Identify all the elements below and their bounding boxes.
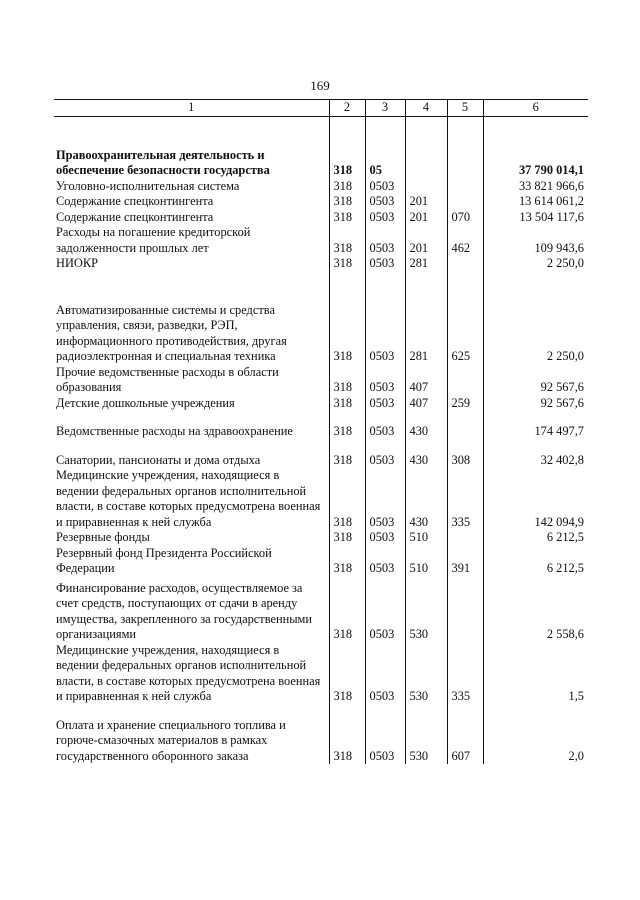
row-code-4: 430	[405, 468, 447, 530]
budget-table	[54, 99, 588, 764]
row-code-3: 0503	[365, 210, 405, 226]
row-code-4: 407	[405, 396, 447, 412]
row-code-2: 318	[329, 225, 365, 256]
row-amount: 13 614 061,2	[483, 194, 588, 210]
table-row	[54, 577, 588, 643]
row-code-5: 625	[447, 272, 483, 365]
row-name: Резервные фонды	[56, 530, 150, 544]
row-code-2: 318	[329, 577, 365, 643]
row-code-5	[447, 194, 483, 210]
row-code-4: 407	[405, 365, 447, 396]
row-code-4: 281	[405, 272, 447, 365]
row-code-3: 0503	[365, 705, 405, 765]
table-row	[54, 194, 588, 210]
row-code-5	[447, 577, 483, 643]
header-row	[54, 100, 588, 117]
row-code-2: 318	[329, 272, 365, 365]
row-name: Автоматизированные системы и средства управления, связи, разведки, РЭП, информационного противодействия, другая радиоэлектронная и специальная техника	[56, 302, 287, 363]
row-name: Резервный фонд Президента Российской Федерации	[56, 545, 272, 575]
row-code-5: 607	[447, 705, 483, 765]
row-code-2: 318	[329, 643, 365, 705]
row-code-2: 318	[329, 194, 365, 210]
row-code-5	[447, 530, 483, 546]
row-code-5	[447, 116, 483, 179]
row-name: НИОКР	[56, 256, 98, 270]
row-amount: 6 212,5	[483, 530, 588, 546]
row-code-3: 0503	[365, 256, 405, 272]
header-col-2: 2	[329, 100, 365, 117]
row-code-3: 0503	[365, 468, 405, 530]
row-amount: 2,0	[483, 705, 588, 765]
row-name: Медицинские учреждения, находящиеся в ведении федеральных органов исполнительной власти, в составе которых предусмотрена военная и приравненная к ней служба	[56, 642, 321, 703]
header-col-5: 5	[447, 100, 483, 117]
row-code-2: 318	[329, 179, 365, 195]
row-amount: 13 504 117,6	[483, 210, 588, 226]
row-code-2: 318	[329, 468, 365, 530]
row-code-5: 308	[447, 440, 483, 469]
table-row	[54, 225, 588, 256]
row-amount: 92 567,6	[483, 396, 588, 412]
row-name: Медицинские учреждения, находящиеся в ведении федеральных органов исполнительной власти, в составе которых предусмотрена военная и приравненная к ней служба	[56, 468, 321, 529]
row-code-2: 318	[329, 396, 365, 412]
row-code-3: 0503	[365, 272, 405, 365]
row-code-4: 281	[405, 256, 447, 272]
row-code-3: 0503	[365, 643, 405, 705]
table-row	[54, 210, 588, 226]
row-code-3: 0503	[365, 577, 405, 643]
row-code-2: 318	[329, 411, 365, 440]
row-amount: 174 497,7	[483, 411, 588, 440]
row-code-3: 0503	[365, 440, 405, 469]
row-name: Санатории, пансионаты и дома отдыха	[56, 452, 261, 467]
row-code-4: 201	[405, 210, 447, 226]
table-header	[54, 100, 588, 117]
row-code-4: 530	[405, 577, 447, 643]
row-code-4: 201	[405, 194, 447, 210]
row-name: Ведомственные расходы на здравоохранение	[56, 424, 293, 438]
table-row	[54, 396, 588, 412]
row-code-2: 318	[329, 256, 365, 272]
row-amount: 2 558,6	[483, 577, 588, 643]
header-col-1: 1	[54, 100, 329, 117]
row-code-2: 318	[329, 440, 365, 469]
row-amount: 142 094,9	[483, 468, 588, 530]
table-row	[54, 530, 588, 546]
row-code-3: 0503	[365, 530, 405, 546]
table-row	[54, 411, 588, 440]
header-col-4: 4	[405, 100, 447, 117]
table-row	[54, 256, 588, 272]
row-code-5: 335	[447, 468, 483, 530]
row-amount: 2 250,0	[483, 272, 588, 365]
row-code-3: 0503	[365, 396, 405, 412]
row-code-5	[447, 411, 483, 440]
row-name: Прочие ведомственные расходы в области образования	[56, 364, 279, 394]
row-code-4: 510	[405, 530, 447, 546]
row-code-5: 259	[447, 396, 483, 412]
row-code-2: 318	[329, 116, 365, 179]
row-name: Расходы на погашение кредиторской задолженности прошлых лет	[56, 225, 251, 255]
page-number: 169	[310, 78, 330, 93]
row-code-5: 391	[447, 546, 483, 577]
header-col-6: 6	[483, 100, 588, 117]
row-amount: 33 821 966,6	[483, 179, 588, 195]
row-code-2: 318	[329, 530, 365, 546]
table-row	[54, 272, 588, 365]
row-name: Содержание спецконтингента	[56, 194, 214, 208]
table-row	[54, 116, 588, 179]
row-code-3: 05	[365, 116, 405, 179]
row-code-4: 530	[405, 705, 447, 765]
row-code-4: 530	[405, 643, 447, 705]
table-body	[54, 116, 588, 764]
row-code-3: 0503	[365, 546, 405, 577]
row-code-2: 318	[329, 210, 365, 226]
row-name: Детские дошкольные учреждения	[56, 395, 235, 410]
table-row	[54, 440, 588, 469]
row-amount: 37 790 014,1	[483, 116, 588, 179]
row-code-5: 462	[447, 225, 483, 256]
table-row	[54, 179, 588, 195]
row-code-5: 335	[447, 643, 483, 705]
row-amount: 1,5	[483, 643, 588, 705]
row-code-2: 318	[329, 365, 365, 396]
row-code-3: 0503	[365, 225, 405, 256]
row-code-5	[447, 365, 483, 396]
row-amount: 32 402,8	[483, 440, 588, 469]
row-code-3: 0503	[365, 194, 405, 210]
header-col-3: 3	[365, 100, 405, 117]
row-amount: 2 250,0	[483, 256, 588, 272]
row-name: Уголовно-исполнительная система	[56, 178, 240, 193]
row-name: Финансирование расходов, осуществляемое за счет средств, поступающих от сдачи в аренду имущества, закрепленного за государственными организациями	[56, 580, 313, 641]
row-code-4: 510	[405, 546, 447, 577]
row-amount: 109 943,6	[483, 225, 588, 256]
row-code-5: 070	[447, 210, 483, 226]
row-code-4	[405, 179, 447, 195]
row-amount: 92 567,6	[483, 365, 588, 396]
row-name: Содержание спецконтингента	[56, 209, 214, 224]
row-code-3: 0503	[365, 179, 405, 195]
row-code-4: 430	[405, 440, 447, 469]
row-code-2: 318	[329, 705, 365, 765]
table-row	[54, 546, 588, 577]
row-code-4: 430	[405, 411, 447, 440]
row-code-4: 201	[405, 225, 447, 256]
row-code-2: 318	[329, 546, 365, 577]
row-amount: 6 212,5	[483, 546, 588, 577]
row-name: Оплата и хранение специального топлива и горюче-смазочных материалов в рамках государственного оборонного заказа	[56, 717, 286, 763]
row-code-5	[447, 179, 483, 195]
row-code-3: 0503	[365, 411, 405, 440]
table-row	[54, 705, 588, 765]
row-code-5	[447, 256, 483, 272]
table-row	[54, 365, 588, 396]
table-row	[54, 643, 588, 705]
row-code-3: 0503	[365, 365, 405, 396]
table-row	[54, 468, 588, 530]
row-name: Правоохранительная деятельность и обеспечение безопасности государства	[56, 147, 270, 177]
row-code-4	[405, 116, 447, 179]
